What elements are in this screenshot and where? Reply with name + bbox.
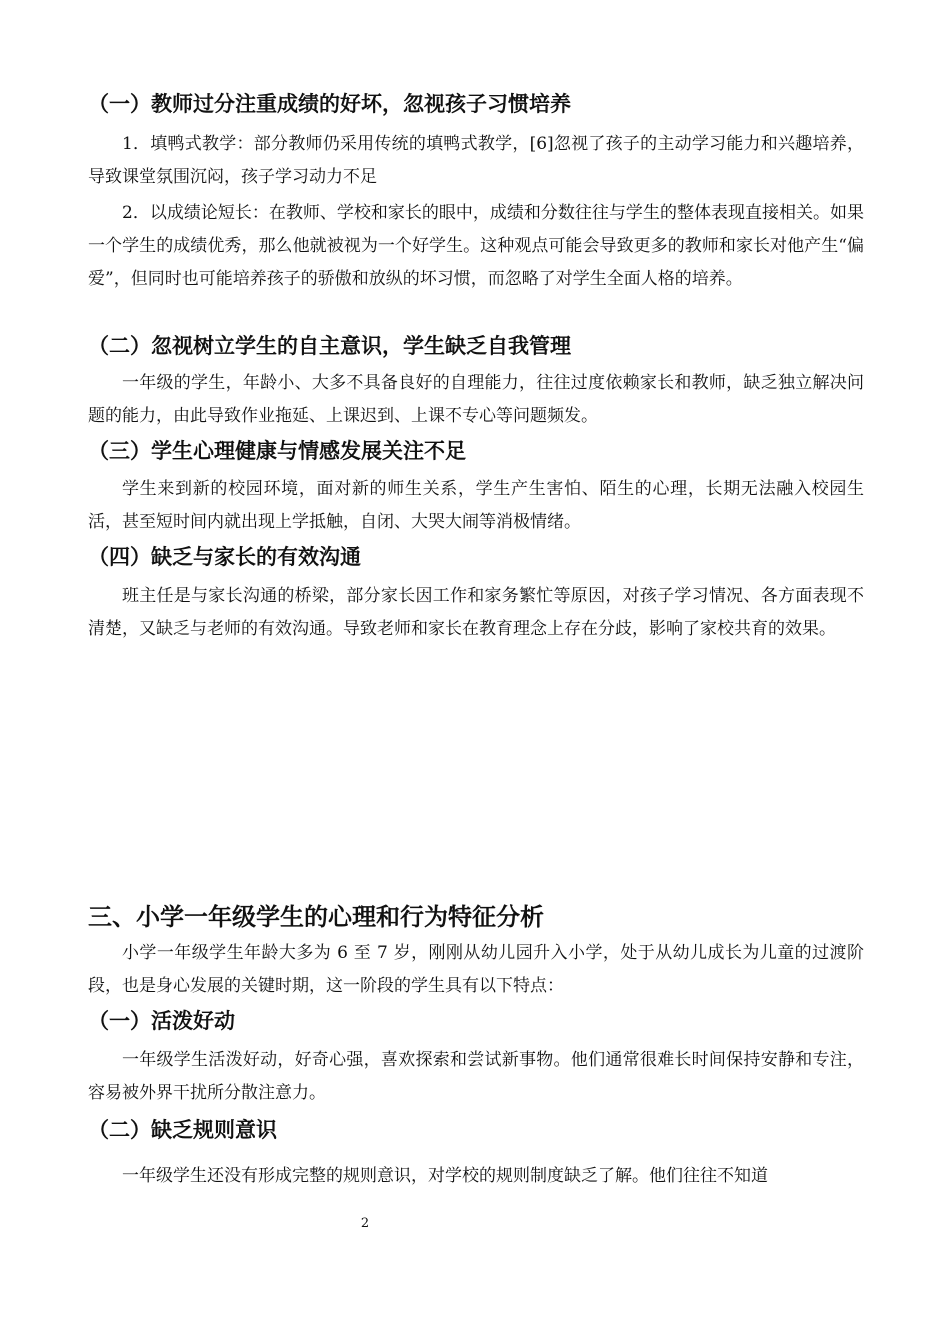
chapter-intro-paragraph: 小学一年级学生年龄大多为 6 至 7 岁，刚刚从幼儿园升入小学，处于从幼儿成长为儿童的过渡阶段，也是身心发展的关键时期，这一阶段的学生具有以下特点： <box>88 943 864 996</box>
section-heading-1: （一）教师过分注重成绩的好坏，忽视孩子习惯培养 <box>88 92 571 116</box>
section-heading-3: （三）学生心理健康与情感发展关注不足 <box>88 439 466 463</box>
paragraph-self-management: 一年级的学生，年龄小、大多不具备良好的自理能力，往往过度依赖家长和教师，缺乏独立解决问题的能力，由此导致作业拖延、上课迟到、上课不专心等问题频发。 <box>88 373 864 426</box>
subsection-heading-active: （一）活泼好动 <box>88 1009 235 1033</box>
paragraph-mental-health: 学生来到新的校园环境，面对新的师生关系，学生产生害怕、陌生的心理，长期无法融入校园生活，甚至短时间内就出现上学抵触，自闭、大哭大闹等消极情绪。 <box>88 479 864 532</box>
paragraph-rules: 一年级学生还没有形成完整的规则意识，对学校的规则制度缺乏了解。他们往往不知道 <box>122 1166 768 1186</box>
paragraph-cramming-teaching: 1．填鸭式教学：部分教师仍采用传统的填鸭式教学，[6]忽视了孩子的主动学习能力和兴趣培养，导致课堂氛围沉闷，孩子学习动力不足 <box>88 134 864 187</box>
section-heading-4: （四）缺乏与家长的有效沟通 <box>88 545 361 569</box>
paragraph-parent-communication: 班主任是与家长沟通的桥梁，部分家长因工作和家务繁忙等原因，对孩子学习情况、各方面表现不清楚，又缺乏与老师的有效沟通。导致老师和家长在教育理念上存在分歧，影响了家校共育的效果。 <box>88 586 864 639</box>
page-number: 2 <box>360 1216 370 1231</box>
paragraph-active: 一年级学生活泼好动，好奇心强，喜欢探索和尝试新事物。他们通常很难长时间保持安静和专注，容易被外界干扰所分散注意力。 <box>88 1050 864 1103</box>
subsection-heading-rules: （二）缺乏规则意识 <box>88 1118 277 1142</box>
paragraph-grades-judgement: 2．以成绩论短长：在教师、学校和家长的眼中，成绩和分数往往与学生的整体表现直接相关。如果一个学生的成绩优秀，那么他就被视为一个好学生。这种观点可能会导致更多的教师和家长对他产生“偏爱”，但同时也可能培养孩子的骄傲和放纵的坏习惯，而忽略了对学生全面人格的培养。 <box>88 203 864 289</box>
chapter-title: 三、小学一年级学生的心理和行为特征分析 <box>88 903 544 931</box>
section-heading-2: （二）忽视树立学生的自主意识，学生缺乏自我管理 <box>88 334 571 358</box>
